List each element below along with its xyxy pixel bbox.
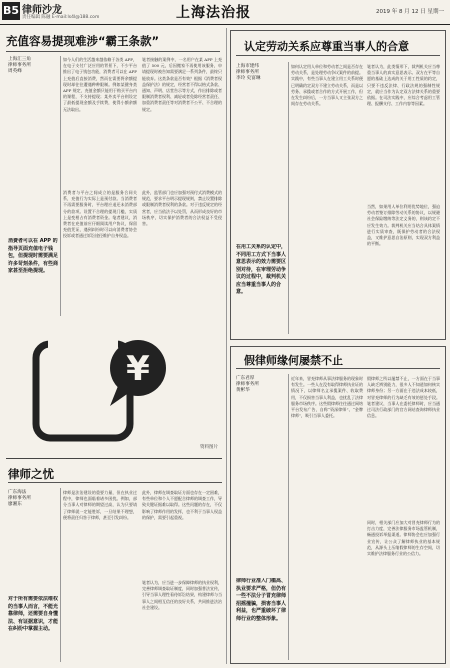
article-2-col-1: 如何认定用人单位和劳动者之间是否存在劳动关系，是处理劳动争议案件的前提。实践中，有些当事人在建立用工关系时便已明确约定双方不建立劳动关系，而是以劳务、承揽或者合作的方式开展工作，但在发生纠纷后，一方当事人又主张双方之间存在劳动关系。: [291, 64, 363, 107]
article-3-col-1: 近年来，冒充律师从事法律服务的现象时有发生。一些人在没有取得律师执业证的情况下，以律师名义承揽案件、收取费用，不仅损害当事人利益，也扰乱了法律服务市场秩序。这些假律师往往通过网络平台发布广告，自称“资深律师”、“金牌律师”，吸引当事人委托。: [291, 376, 363, 419]
article-3-side-rule: [288, 374, 289, 660]
article-1-pull-quote: 消费者可以在 APP 的指导页面充值电子钱包，但提现时需要满足许多苛刻条件，有些商家甚至拒绝提现。: [8, 238, 58, 274]
article-1-byline: 上海汇三角 律师事务所 周英峰: [8, 57, 31, 74]
article-4-side-rule: [60, 488, 61, 662]
center-divider: [226, 28, 227, 664]
article-1-illustration: [10, 322, 222, 452]
phone-wallet-icon: [10, 322, 222, 452]
article-2-title-rule: [236, 55, 440, 56]
yen-symbol: ¥: [126, 349, 150, 389]
section-title: 律师沙龙: [22, 5, 62, 16]
editor-info: 责任编辑 陈融 E-mail:ls4l@188.com: [22, 15, 100, 20]
left-section-divider: [6, 458, 222, 459]
article-1-col-2: 笔者接触的案例中，一名用户在某 APP 上充值了 500 元，后因搬家不再使用该服务，申请提现时被告知需要满足一系列条件，最终只能放弃。这类条款是否有效？根据《消费者权益保护法》的规定，经营者不得以格式条款、通知、声明、店堂告示等方式，作出排除或者限制消费者权利、减轻或者免除经营者责任、加重消费者责任等对消费者不公平、不合理的规定。: [142, 57, 222, 112]
article-3-col-2: 假律师之所以屡禁不止，一方面在于当事人缺乏辨别能力，很多人不知道如何核实律师身份；另一方面在于违法成本较低，对冒充律师的行为缺乏有效的惩处手段。笔者建议，当事人在委托律师时，应当通过司法行政部门的官方网站查询律师执业信息。: [367, 376, 440, 419]
page-header: [0, 0, 450, 26]
article-4-title[interactable]: 律师之忧: [8, 467, 54, 481]
article-3-title-rule: [236, 368, 440, 369]
article-1-col-1: 如今人们的生活越来越依赖于各类 APP，在电子支付广泛应用的背景下，不少平台推出了电子钱包功能，消费者可以在 APP 上充值后直接消费，然而在需要将余额提现时却往往遭遇种种限制。例如某健身类 APP 规定，充值金额只能用于购买平台内的课程，不支持提现；某外卖平台则设定了最低提现金额及手续费，使得小额余额无法取出。: [63, 57, 137, 112]
article-1-col-4: 此外，监管部门也应加强对预付式消费模式的规范，要求平台明示提现规则，禁止设置排除或限制消费者权利的条款。对于违反规定的经营者，应当依法予以处罚，从而形成良好的市场秩序，切实保护消费者的合法权益不受侵害。: [142, 190, 222, 227]
article-4-col-3: 笔者认为，应当进一步保障律师的执业权利，完善律师调查取证制度，同时加强普法宣传，引导当事人理性看待诉讼结果，构建律师与当事人之间相互信任的良好关系，共同推进法治社会建设。: [142, 580, 222, 610]
page-number-badge: B5: [2, 2, 20, 20]
article-1-title-rule: [6, 51, 220, 52]
article-4-pull-quote: 对于所有需要依法维权的当事人而言，不能光靠律师，还需要自身懂法、有证据意识，才能在纠纷中掌握主动。: [8, 596, 58, 632]
article-4-title-rule: [8, 482, 222, 483]
article-1-side-rule: [60, 56, 61, 316]
article-3-pull-quote: 律师行业准入门槛高、执业要求严格，但仍有一些不法分子冒充律师招摇撞骗，损害当事人利益，也严重破坏了律师行业的整体形象。: [236, 578, 286, 622]
article-1-col-3: 消费者与平台之间成立的是服务合同关系，充值行为实际上是预付款。当消费者不再需要服务时，平台理应退还未消费部分的款项。设置不合理的提现门槛，实质上是变相占有消费者资金。笔者建议，消费者在充值前应仔细阅读用户协议，保留充值凭证，遇到纠纷时可以向消费者协会投诉或者通过诉讼途径维护自身权益。: [63, 190, 137, 239]
illustration-caption: 资料图片: [200, 445, 218, 450]
article-2-col-2: 笔者认为，此类情形下，裁判机关应当尊重当事人的真实意思表示。双方在平等自愿的基础上达成的关于用工性质的约定，只要不违反法律、行政法规的强制性规定，就应当作为认定双方法律关系的重要依据。在司法实践中，应综合考虑用工管理、报酬支付、工作内容等因素。: [367, 64, 440, 107]
article-4-col-1: 律师是法治建设的重要力量，但在执业过程中，律师也面临着诸多困扰。例如，部分当事人对律师的期望过高，认为只要请了律师就一定能胜诉，一旦结果不理想，便将责任归咎于律师，甚至引发纠纷。: [63, 490, 137, 520]
article-2-byline: 上海市建纬 律师事务所 李玲 史富琳: [236, 64, 261, 81]
article-2-col-3: 当然，如果用人单位利用优势地位，强迫劳动者签订排除劳动关系的协议，以规避社会保险缴纳等法定义务的，则该约定不应发生效力。裁判机关应当结合具体案情进行实质审查，既保护劳动者的合法权益，又维护意思自治原则，实现双方利益的平衡。: [367, 204, 440, 247]
article-2-pull-quote: 在用工关系的认定中，不同用工方式下当事人意思表示的效力需要区别对待，在审理劳动争议的过程中，裁判机关应当尊重当事人的合意。: [236, 244, 286, 295]
issue-date: 2019 年 8 月 12 日 星期一: [376, 9, 444, 15]
article-3-title[interactable]: 假律师缘何屡禁不止: [244, 354, 343, 367]
article-3-col-3: 同时，相关部门应加大对冒充律师行为的打击力度，完善法律服务市场监管机制，畅通投诉举报渠道。律师协会也应加强行业宣传，让公众了解律师执业的基本规范，从源头上压缩假律师的生存空间，切实维护法律服务行业的公信力。: [367, 520, 440, 557]
article-3-byline: 广东君厚 律师事务所 黄彬华: [236, 376, 259, 393]
newspaper-masthead: 上海法治报: [176, 5, 251, 21]
header-divider: [0, 24, 450, 25]
article-4-byline: 广东海法 律师事务所 廖湘东: [8, 490, 31, 507]
article-2-title[interactable]: 认定劳动关系应尊重当事人的合意: [244, 40, 409, 53]
article-4-col-2: 此外，律师在调查取证方面也存在一定困难，有些单位和个人不愿配合律师的调查工作，导致关键证据难以取得。这些问题的存在，不仅影响了律师作用的发挥，也不利于当事人权益的保护，需要引起重视。: [142, 490, 222, 520]
article-1-title[interactable]: 充值容易提现难涉“霸王条款”: [6, 34, 160, 48]
article-2-side-rule: [288, 62, 289, 334]
